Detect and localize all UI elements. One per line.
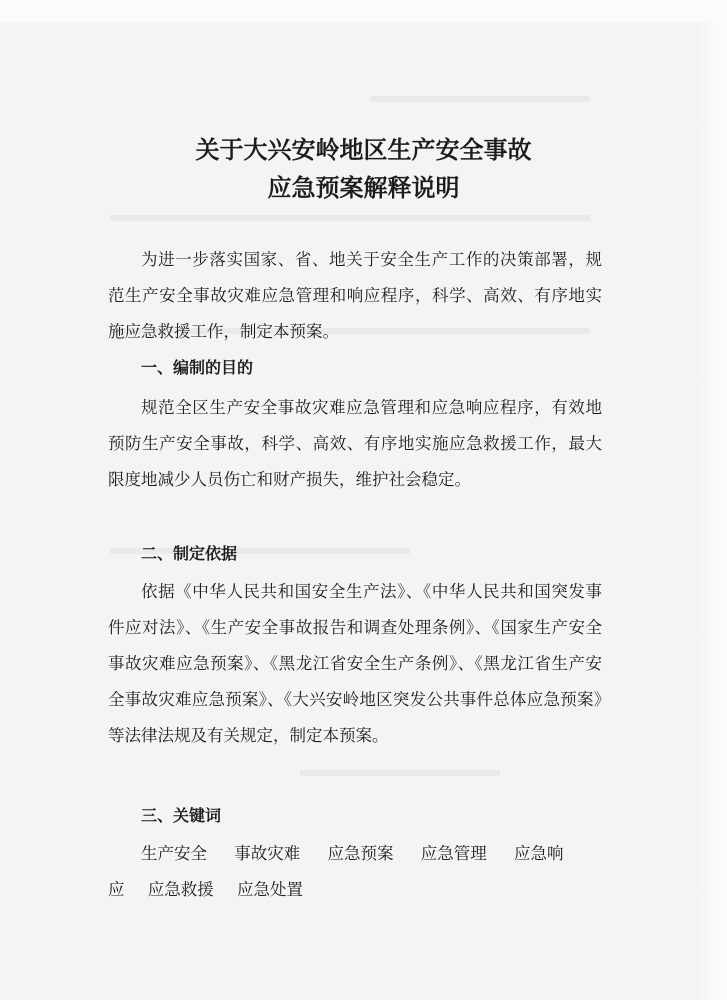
keyword: 应急管理 (420, 844, 487, 863)
document-title-line1: 关于大兴安岭地区生产安全事故 (195, 136, 532, 164)
show-through-decoration (110, 215, 590, 221)
keyword: 应急响 (514, 844, 564, 863)
section-heading-purpose: 一、编制的目的 (141, 358, 254, 377)
document-title-line2: 应急预案解释说明 (267, 174, 460, 202)
section-body-purpose: 规范全区生产安全事故灾难应急管理和应急响应程序，有效地预防生产安全事故，科学、高效、有序地实施应急救援工作，最大限度地减少人员伤亡和财产损失，维护社会稳定。 (108, 398, 602, 489)
show-through-decoration (300, 770, 500, 776)
section-heading-basis: 二、制定依据 (141, 544, 238, 563)
scan-top-border (0, 0, 727, 22)
keyword: 应急处置 (237, 880, 303, 899)
keyword: 事故灾难 (234, 844, 301, 863)
section-body-basis: 依据《中华人民共和国安全生产法》、《中华人民共和国突发事件应对法》、《生产安全事故报告和调查处理条例》、《国家生产安全事故灾难应急预案》、《黑龙江省安全生产条例》、《黑龙江省生产安全事故灾难应急预案》、《大兴安岭地区突发公共事件总体应急预案》等法律法规及有关规定，制定本预案。 (108, 582, 602, 745)
keyword: 应 (108, 880, 125, 899)
keyword: 应急救援 (147, 880, 214, 899)
keywords-row (108, 872, 602, 908)
show-through-decoration (370, 96, 590, 102)
keyword: 生产安全 (141, 844, 207, 863)
keywords-row (108, 836, 635, 872)
section-heading-keywords: 三、关键词 (141, 806, 222, 825)
keyword: 应急预案 (327, 844, 394, 863)
intro-paragraph: 为进一步落实国家、省、地关于安全生产工作的决策部署，规范生产安全事故灾难应急管理和响应程序，科学、高效、有序地实施应急救援工作，制定本预案。 (108, 250, 602, 341)
